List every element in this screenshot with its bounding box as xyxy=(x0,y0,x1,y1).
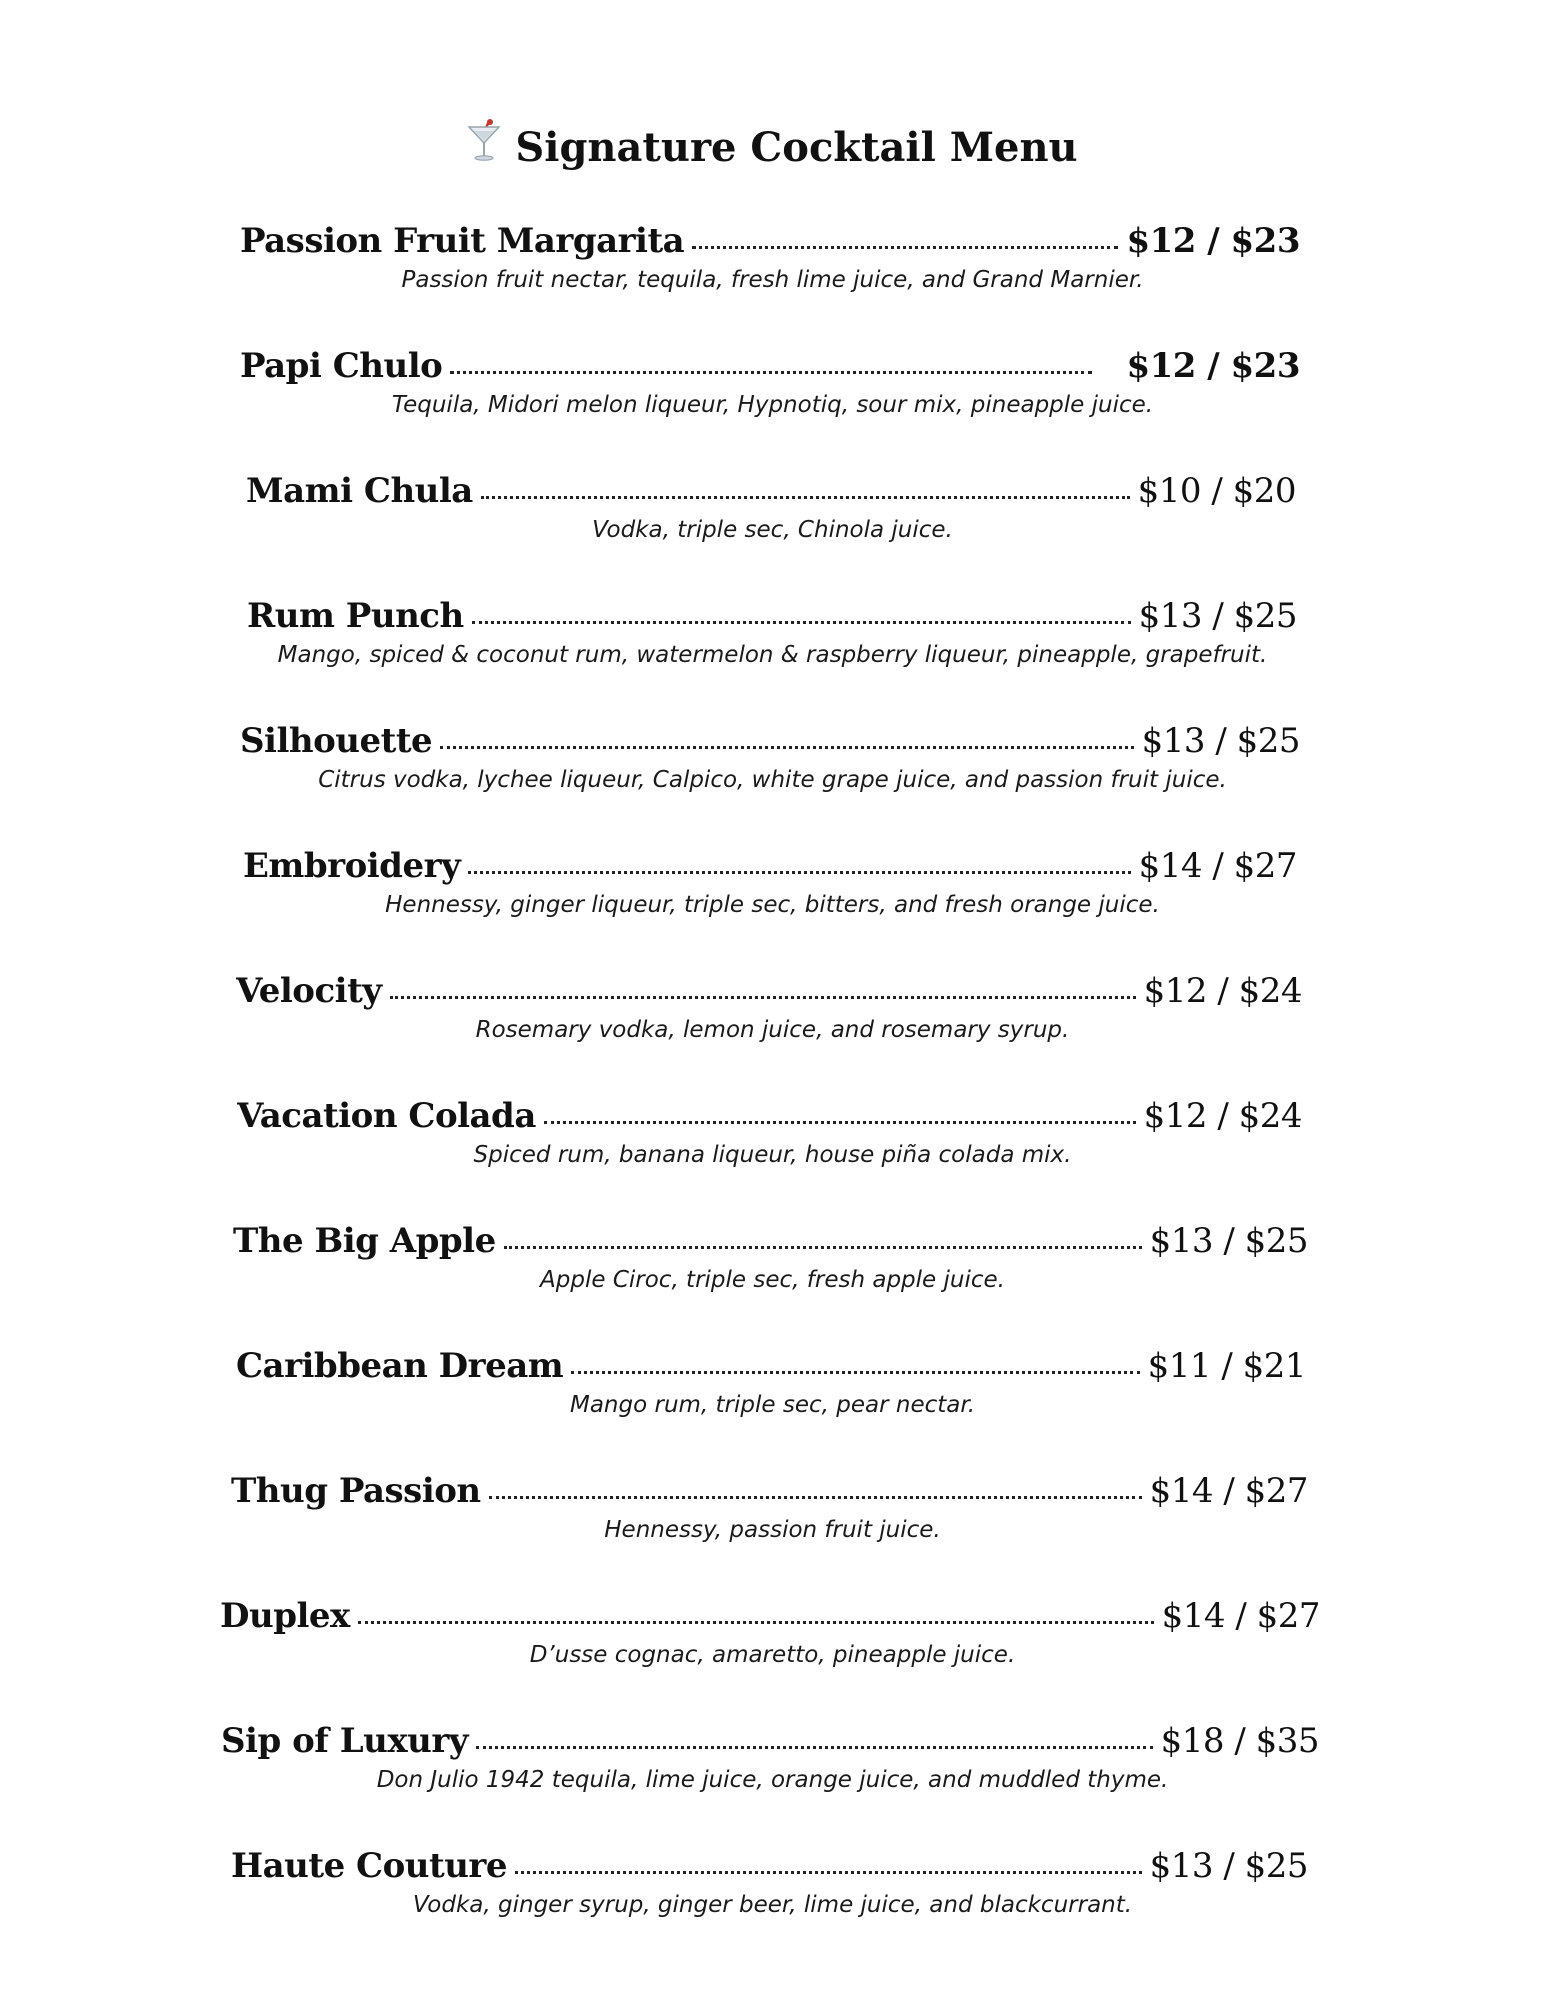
item-row xyxy=(233,1215,1308,1267)
item-name: Papi Chulo xyxy=(240,346,443,386)
dot-leader xyxy=(440,746,1133,749)
item-price: $14 / $27 xyxy=(1149,1471,1308,1511)
item-name: Mami Chula xyxy=(246,471,473,511)
dot-leader xyxy=(489,1496,1142,1499)
dot-leader xyxy=(468,871,1130,874)
item-row xyxy=(240,715,1300,767)
item-name: Velocity xyxy=(236,971,382,1011)
item-row xyxy=(220,1590,1320,1642)
item-row xyxy=(221,1715,1319,1767)
dot-leader xyxy=(390,996,1136,999)
item-description: Hennessy, ginger liqueur, triple sec, bitters, and fresh orange juice. xyxy=(385,892,1160,918)
item-price: $12 / $23 xyxy=(1126,346,1300,386)
item-row xyxy=(243,840,1297,892)
item-price: $12 / $23 xyxy=(1126,221,1300,261)
item-description: Apple Ciroc, triple sec, fresh apple juice. xyxy=(540,1267,1005,1293)
item-price: $13 / $25 xyxy=(1141,721,1300,761)
title-text: Signature Cocktail Menu xyxy=(515,124,1078,171)
cocktail-glass-icon xyxy=(467,119,501,176)
dot-leader xyxy=(544,1121,1136,1124)
item-name: The Big Apple xyxy=(233,1221,496,1261)
item-name: Silhouette xyxy=(240,721,433,761)
item-row xyxy=(231,1840,1308,1892)
item-row xyxy=(236,965,1302,1017)
item-description: Don Julio 1942 tequila, lime juice, orange juice, and muddled thyme. xyxy=(376,1767,1169,1793)
dot-leader xyxy=(692,246,1118,249)
dot-leader xyxy=(476,1746,1153,1749)
dot-leader xyxy=(472,621,1131,624)
page-title xyxy=(0,120,1545,176)
item-description: Vodka, ginger syrup, ginger beer, lime juice, and blackcurrant. xyxy=(412,1892,1133,1918)
list-item xyxy=(0,965,1545,1090)
item-row xyxy=(240,215,1300,267)
cocktail-list xyxy=(0,215,1545,1965)
item-name: Sip of Luxury xyxy=(221,1721,469,1761)
list-item xyxy=(0,1840,1545,1965)
item-price: $13 / $25 xyxy=(1149,1846,1308,1886)
dot-leader xyxy=(450,371,1092,374)
item-price: $10 / $20 xyxy=(1137,471,1296,511)
item-name: Haute Couture xyxy=(231,1846,507,1886)
item-name: Caribbean Dream xyxy=(236,1346,564,1386)
item-description: Rosemary vodka, lemon juice, and rosemary syrup. xyxy=(475,1017,1070,1043)
item-price: $14 / $27 xyxy=(1138,846,1297,886)
item-name: Vacation Colada xyxy=(237,1096,536,1136)
item-description: Citrus vodka, lychee liqueur, Calpico, white grape juice, and passion fruit juice. xyxy=(318,767,1227,793)
item-description: Hennessy, passion fruit juice. xyxy=(604,1517,941,1543)
item-price: $13 / $25 xyxy=(1138,596,1297,636)
item-name: Passion Fruit Margarita xyxy=(240,221,685,261)
list-item xyxy=(0,340,1545,465)
item-description: Mango, spiced & coconut rum, watermelon & raspberry liqueur, pineapple, grapefruit. xyxy=(277,642,1268,668)
item-name: Duplex xyxy=(220,1596,350,1636)
item-description: Tequila, Midori melon liqueur, Hypnotiq, sour mix, pineapple juice. xyxy=(391,392,1154,418)
list-item xyxy=(0,1340,1545,1465)
item-price: $12 / $24 xyxy=(1143,971,1302,1011)
item-price: $14 / $27 xyxy=(1161,1596,1320,1636)
dot-leader xyxy=(358,1621,1154,1624)
item-row xyxy=(240,340,1300,392)
item-description: Vodka, triple sec, Chinola juice. xyxy=(592,517,953,543)
item-description: Mango rum, triple sec, pear nectar. xyxy=(569,1392,976,1418)
item-name: Thug Passion xyxy=(231,1471,481,1511)
list-item xyxy=(0,1715,1545,1840)
item-price: $12 / $24 xyxy=(1143,1096,1302,1136)
item-row xyxy=(237,1090,1302,1142)
item-name: Rum Punch xyxy=(247,596,464,636)
list-item xyxy=(0,715,1545,840)
dot-leader xyxy=(515,1871,1142,1874)
item-row xyxy=(236,1340,1306,1392)
list-item xyxy=(0,465,1545,590)
item-price: $13 / $25 xyxy=(1149,1221,1308,1261)
item-description: Passion fruit nectar, tequila, fresh lime juice, and Grand Marnier. xyxy=(401,267,1144,293)
item-description: Spiced rum, banana liqueur, house piña colada mix. xyxy=(473,1142,1072,1168)
dot-leader xyxy=(571,1371,1139,1374)
item-row xyxy=(246,465,1296,517)
list-item xyxy=(0,590,1545,715)
list-item xyxy=(0,1590,1545,1715)
list-item xyxy=(0,840,1545,965)
item-row xyxy=(247,590,1297,642)
item-price: $11 / $21 xyxy=(1147,1346,1306,1386)
item-row xyxy=(231,1465,1308,1517)
list-item xyxy=(0,1215,1545,1340)
dot-leader xyxy=(504,1246,1142,1249)
dot-leader xyxy=(481,496,1130,499)
item-name: Embroidery xyxy=(243,846,461,886)
list-item xyxy=(0,1465,1545,1590)
list-item xyxy=(0,1090,1545,1215)
item-price: $18 / $35 xyxy=(1160,1721,1319,1761)
item-description: D’usse cognac, amaretto, pineapple juice. xyxy=(529,1642,1016,1668)
list-item xyxy=(0,215,1545,340)
